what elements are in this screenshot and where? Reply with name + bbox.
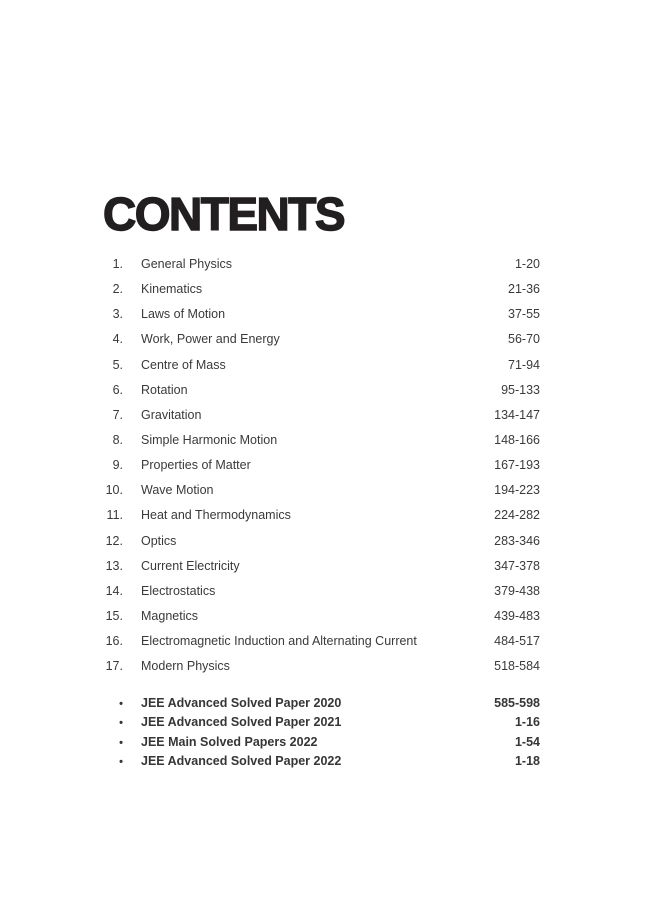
chapter-number: 1. [112,257,123,271]
solved-paper-pages: 1-16 [514,715,540,730]
solved-paper-pages: 1-18 [514,754,540,769]
chapter-number: 11. [106,508,123,523]
toc-row [100,408,540,433]
solved-paper-pages: 585-598 [494,696,540,710]
chapter-pages: 56-70 [508,332,540,347]
toc-row [100,483,540,508]
chapter-title: Work, Power and Energy [141,332,280,347]
chapter-pages: 224-282 [494,508,540,523]
toc-row [100,433,540,458]
chapter-pages: 37-55 [508,307,540,322]
solved-paper-title: JEE Advanced Solved Paper 2021 [141,715,342,730]
solved-paper-row [100,715,540,734]
chapter-list [100,257,540,684]
bullet-icon: • [119,756,123,769]
chapter-pages: 148-166 [494,432,540,447]
chapter-title: Laws of Motion [141,307,226,322]
chapter-pages: 379-438 [494,583,540,598]
chapter-number: 17. [105,659,123,674]
toc-row [100,358,540,383]
chapter-number: 10. [105,483,123,498]
chapter-title: Rotation [141,382,188,397]
chapter-title: Simple Harmonic Motion [141,432,278,447]
chapter-number: 6. [112,382,123,397]
chapter-title: Electrostatics [141,583,216,598]
toc-row [100,383,540,408]
chapter-title: Wave Motion [141,483,214,498]
chapter-pages: 347-378 [494,558,540,573]
solved-paper-title: JEE Main Solved Papers 2022 [141,734,318,749]
chapter-title: Electromagnetic Induction and Alternating Current [141,634,417,649]
solved-paper-row [100,754,540,773]
chapter-number: 15. [105,608,123,623]
chapter-pages: 167-193 [494,458,540,473]
solved-paper-row [100,696,540,715]
toc-row [100,609,540,634]
bullet-icon: • [119,717,123,730]
chapter-pages: 95-133 [501,382,540,397]
chapter-title: Heat and Thermodynamics [141,508,291,523]
chapter-number: 3. [112,307,123,322]
toc-row [100,634,540,659]
chapter-number: 9. [112,458,123,473]
chapter-pages: 283-346 [494,533,540,548]
chapter-number: 4. [112,332,123,347]
chapter-title: Centre of Mass [141,357,226,372]
chapter-title: Optics [141,533,177,548]
toc-row [100,257,540,282]
chapter-title: Gravitation [141,407,202,422]
toc-row [100,508,540,533]
toc-row [100,458,540,483]
chapter-title: General Physics [141,257,233,271]
solved-papers-list [100,696,540,774]
bullet-icon: • [119,736,123,749]
solved-paper-pages: 1-54 [514,734,540,749]
chapter-number: 16. [105,634,123,649]
chapter-title: Magnetics [141,608,198,623]
chapter-number: 13. [105,558,123,573]
chapter-title: Current Electricity [141,558,240,573]
chapter-title: Kinematics [141,282,203,297]
toc-row [100,559,540,584]
toc-row [100,584,540,609]
chapter-pages: 1-20 [514,257,540,271]
chapter-title: Properties of Matter [141,458,251,473]
bullet-icon: • [119,698,123,710]
toc-row [100,307,540,332]
chapter-number: 12. [105,533,123,548]
chapter-number: 7. [112,407,123,422]
chapter-pages: 439-483 [494,608,540,623]
chapter-number: 2. [112,282,123,297]
solved-paper-row [100,735,540,754]
solved-paper-title: JEE Advanced Solved Paper 2020 [141,696,342,710]
chapter-title: Modern Physics [141,659,230,674]
solved-paper-title: JEE Advanced Solved Paper 2022 [141,754,342,769]
toc-row [100,282,540,307]
chapter-pages: 484-517 [494,634,540,649]
chapter-pages: 71-94 [508,357,540,372]
chapter-number: 5. [112,357,123,372]
chapter-number: 8. [112,432,123,447]
chapter-number: 14. [105,583,123,598]
chapter-pages: 518-584 [494,659,540,674]
page-title: CONTENTS [103,188,344,240]
toc-row [100,659,540,684]
chapter-pages: 21-36 [508,282,540,297]
chapter-pages: 194-223 [494,483,540,498]
toc-row [100,332,540,357]
toc-row [100,534,540,559]
chapter-pages: 134-147 [494,407,540,422]
